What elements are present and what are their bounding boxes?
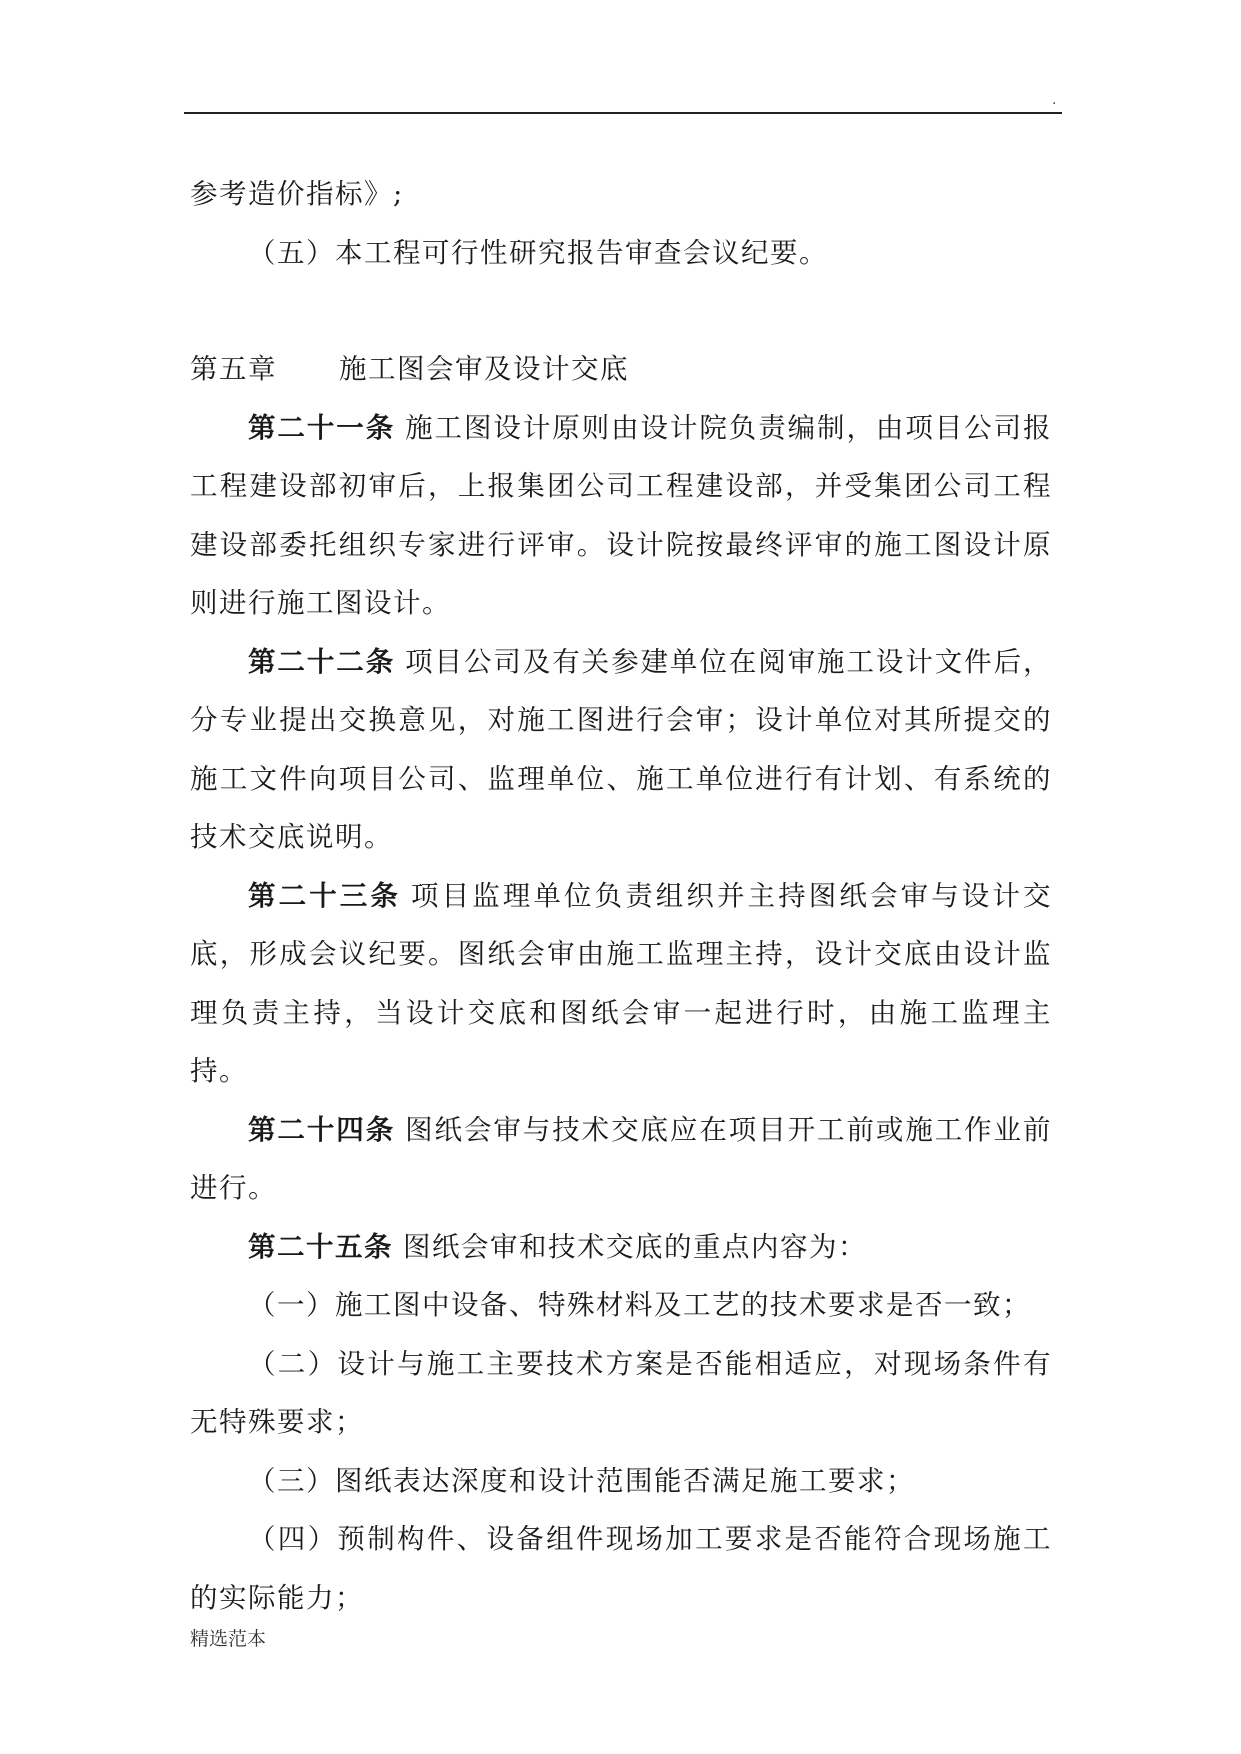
article-number: 第二十二条 bbox=[248, 645, 396, 678]
spacer bbox=[190, 282, 1052, 340]
header-rule bbox=[184, 112, 1062, 114]
header-mark: . bbox=[1052, 92, 1057, 108]
list-item-3: （三）图纸表达深度和设计范围能否满足施工要求； bbox=[248, 1464, 915, 1497]
article-text: 项目监理单位负责组织并主持图纸会审与设计交底，形成会议纪要。图纸会审由施工监理主持，设计交底由设计监理负责主持，当设计交底和图纸会审一起进行时，由施工监理主持。 bbox=[190, 879, 1052, 1087]
article-text: 施工图设计原则由设计院负责编制，由项目公司报工程建设部初审后，上报集团公司工程建设部，并受集团公司工程建设部委托组织专家进行评审。设计院按最终评审的施工图设计原则进行施工图设计。 bbox=[190, 411, 1053, 619]
list-item-5: （五）本工程可行性研究报告审查会议纪要。 bbox=[248, 236, 828, 269]
paragraph-continuation: 参考造价指标》; bbox=[190, 178, 404, 210]
article-24 bbox=[190, 1101, 1052, 1218]
chapter-title: 施工图会审及设计交底 bbox=[339, 353, 629, 385]
document-body bbox=[190, 165, 1052, 1627]
chapter-number: 第五章 bbox=[190, 353, 277, 385]
article-text: 图纸会审和技术交底的重点内容为： bbox=[403, 1230, 867, 1263]
article-25 bbox=[190, 1218, 1052, 1277]
article-text: 图纸会审与技术交底应在项目开工前或施工作业前进行。 bbox=[190, 1113, 1053, 1204]
article-text: 项目公司及有关参建单位在阅审施工设计文件后，分专业提出交换意见，对施工图进行会审；设计单位对其所提交的施工文件向项目公司、监理单位、施工单位进行有计划、有系统的技术交底说明。 bbox=[190, 645, 1053, 853]
chapter-heading bbox=[190, 340, 1052, 399]
article-number: 第二十三条 bbox=[248, 879, 401, 912]
article-number: 第二十五条 bbox=[248, 1230, 393, 1263]
article-number: 第二十四条 bbox=[248, 1113, 396, 1146]
list-item-2: （二）设计与施工主要技术方案是否能相适应，对现场条件有无特殊要求； bbox=[190, 1347, 1052, 1438]
footer-label: 精选范本 bbox=[190, 1628, 267, 1650]
list-item-1: （一）施工图中设备、特殊材料及工艺的技术要求是否一致； bbox=[248, 1289, 1031, 1321]
article-number: 第二十一条 bbox=[248, 411, 396, 444]
article-23 bbox=[190, 867, 1052, 1101]
article-21 bbox=[190, 399, 1052, 633]
list-item-4: （四）预制构件、设备组件现场加工要求是否能符合现场施工的实际能力； bbox=[190, 1523, 1052, 1614]
article-22 bbox=[190, 633, 1052, 867]
